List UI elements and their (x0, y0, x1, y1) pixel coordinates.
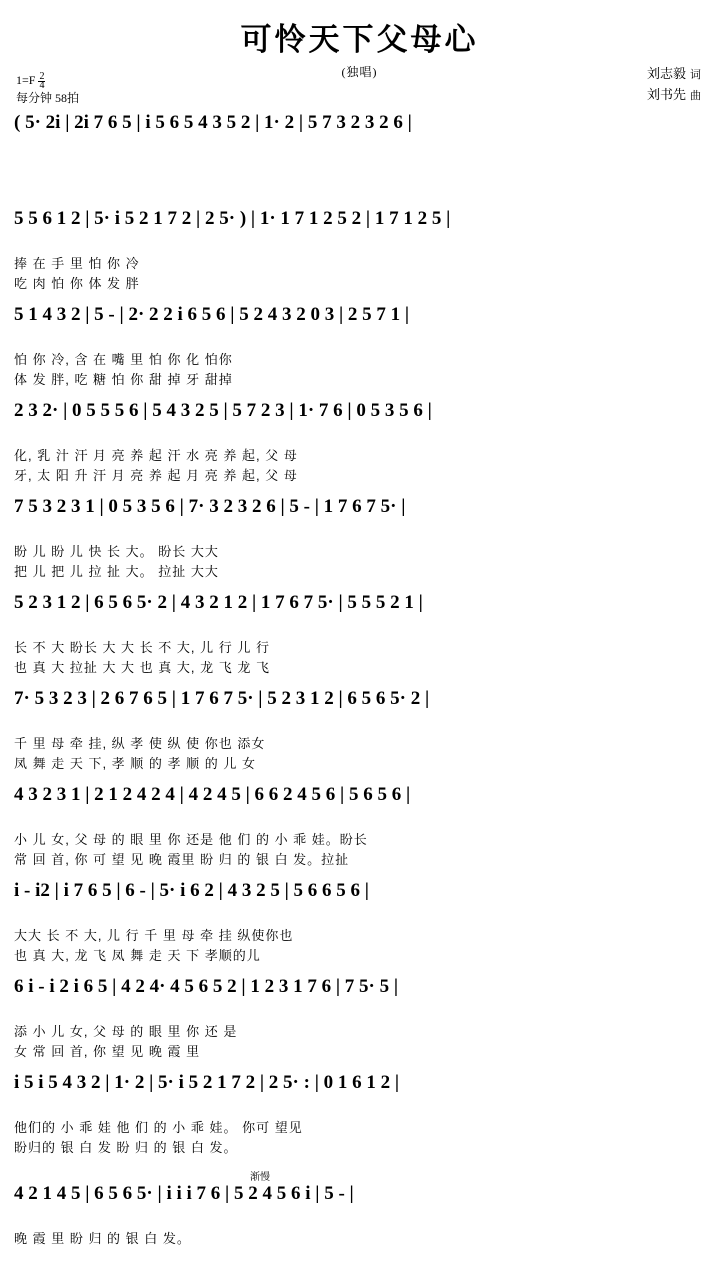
key-signature: 1=F (16, 73, 36, 87)
notation-row: i 5 i 5 4 3 2 | 1· 2 | 5· i 5 2 1 7 2 | 2 5· : | 0 1 6 1 2 | (14, 1072, 400, 1093)
lyric-row-1: 化, 乳 汁 汗 月 亮 养 起 汗 水 亮 养 起, 父 母 (14, 448, 298, 463)
music-system (0, 1072, 719, 1168)
lyric-row-2: 吃 肉 怕 你 体 发 胖 (14, 276, 140, 291)
lyric-row-2: 把 儿 把 儿 拉 扯 大。 拉扯 大大 (14, 564, 219, 579)
lyric-row-1: 捧 在 手 里 怕 你 冷 (14, 256, 140, 271)
music-system (0, 688, 719, 784)
notation-row: 5 2 3 1 2 | 6 5 6 5· 2 | 4 3 2 1 2 | 1 7 6 7 5· | 5 5 5 2 1 | (14, 592, 423, 613)
lyric-row-1: 怕 你 冷, 含 在 嘴 里 怕 你 化 怕你 (14, 352, 233, 367)
tempo-marking: 每分钟 58拍 (16, 90, 80, 105)
composer-name: 刘书先 (646, 87, 686, 102)
notation-row: 5 1 4 3 2 | 5 - | 2· 2 2 i 6 5 6 | 5 2 4 3 2 0 3 | 2 5 7 1 | (14, 304, 410, 325)
music-system (0, 208, 719, 304)
notation-row: 6 i - i 2 i 6 5 | 4 2 4· 4 5 6 5 2 | 1 2 3 1 7 6 | 7 5· 5 | (14, 976, 399, 997)
tempo-change-mark: 渐慢 (250, 1172, 270, 1183)
score-credits (647, 64, 701, 106)
lyric-row-2: 也 真 大, 龙 飞 凤 舞 走 天 下 孝顺的儿 (14, 948, 261, 963)
page-title: 可怜天下父母心 (240, 22, 479, 57)
lyric-row-2 (14, 178, 705, 198)
lyric-row-1: 晚 霞 里 盼 归 的 银 白 发。 (14, 1231, 191, 1246)
lyric-row-2: 女 常 回 首, 你 望 见 晚 霞 里 (14, 1044, 201, 1059)
score-meta-left (16, 72, 79, 106)
lyricist-role: 词 (690, 69, 701, 81)
music-system (0, 112, 719, 208)
notation-row: i - i2 | i 7 6 5 | 6 - | 5· i 6 2 | 4 3 2 5 | 5 6 6 5 6 | (14, 880, 369, 901)
music-system (0, 976, 719, 1072)
lyric-row-2: 也 真 大 拉扯 大 大 也 真 大, 龙 飞 龙 飞 (14, 660, 270, 675)
lyric-row-2: 常 回 首, 你 可 望 见 晚 霞里 盼 归 的 银 白 发。拉扯 (14, 852, 350, 867)
notation-row: 4 3 2 3 1 | 2 1 2 4 2 4 | 4 2 4 5 | 6 6 2 4 5 6 | 5 6 5 6 | (14, 784, 411, 805)
lyricist-name: 刘志毅 (646, 66, 686, 81)
notation-row: 7 5 3 2 3 1 | 0 5 3 5 6 | 7· 3 2 3 2 6 | 5 - | 1 7 6 7 5· | (14, 496, 406, 517)
page-subtitle: (独唱) (341, 65, 378, 79)
lyric-row-2: 体 发 胖, 吃 糖 怕 你 甜 掉 牙 甜掉 (14, 372, 233, 387)
composer-role: 曲 (690, 90, 701, 102)
music-system (0, 880, 719, 976)
lyric-row-1: 盼 儿 盼 儿 快 长 大。 盼长 大大 (14, 544, 219, 559)
lyric-row-1: 小 儿 女, 父 母 的 眼 里 你 还是 他 们 的 小 乖 娃。盼长 (14, 832, 368, 847)
music-system (0, 1168, 719, 1264)
lyric-row-1: 添 小 儿 女, 父 母 的 眼 里 你 还 是 (14, 1024, 238, 1039)
lyric-row-1 (14, 158, 705, 178)
notation-row: 7· 5 3 2 3 | 2 6 7 6 5 | 1 7 6 7 5· | 5 2 3 1 2 | 6 5 6 5· 2 | (14, 688, 430, 709)
music-system (0, 496, 719, 592)
music-system (0, 784, 719, 880)
music-systems (0, 112, 719, 1264)
lyric-row-2: 凤 舞 走 天 下, 孝 顺 的 孝 顺 的 儿 女 (14, 756, 256, 771)
sheet-music-page (0, 14, 719, 1246)
lyric-row-1: 他们的 小 乖 娃 他 们 的 小 乖 娃。 你可 望见 (14, 1120, 303, 1135)
time-signature: $\frac{2}{4}$ (39, 70, 45, 91)
notation-row: 5 5 6 1 2 | 5· i 5 2 1 7 2 | 2 5· ) | 1· 1 7 1 2 5 2 | 1 7 1 2 5 | (14, 208, 451, 229)
notation-row: ( 5· 2i | 2i 7 6 5 | i 5 6 5 4 3 5 2 | 1· 2 | 5 7 3 2 3 2 6 | (14, 112, 412, 133)
music-system (0, 304, 719, 400)
lyric-row-1: 千 里 母 牵 挂, 纵 孝 使 纵 使 你也 添女 (14, 736, 266, 751)
notation-row: 2 3 2· | 0 5 5 5 6 | 5 4 3 2 5 | 5 7 2 3 | 1· 7 6 | 0 5 3 5 6 | (14, 400, 432, 421)
lyric-row-1: 大大 长 不 大, 儿 行 千 里 母 牵 挂 纵使你也 (14, 928, 294, 943)
lyric-row-2: 盼归的 银 白 发 盼 归 的 银 白 发。 (14, 1140, 238, 1155)
notation-row: 4 2 1 4 5 | 6 5 6 5· | i i i 7 6 | 5 2 4 5 6 i | 5 - | (14, 1183, 354, 1204)
music-system (0, 592, 719, 688)
music-system (0, 400, 719, 496)
lyric-row-1: 长 不 大 盼长 大 大 长 不 大, 儿 行 儿 行 (14, 640, 270, 655)
lyric-row-2: 牙, 太 阳 升 汗 月 亮 养 起 月 亮 养 起, 父 母 (14, 468, 298, 483)
